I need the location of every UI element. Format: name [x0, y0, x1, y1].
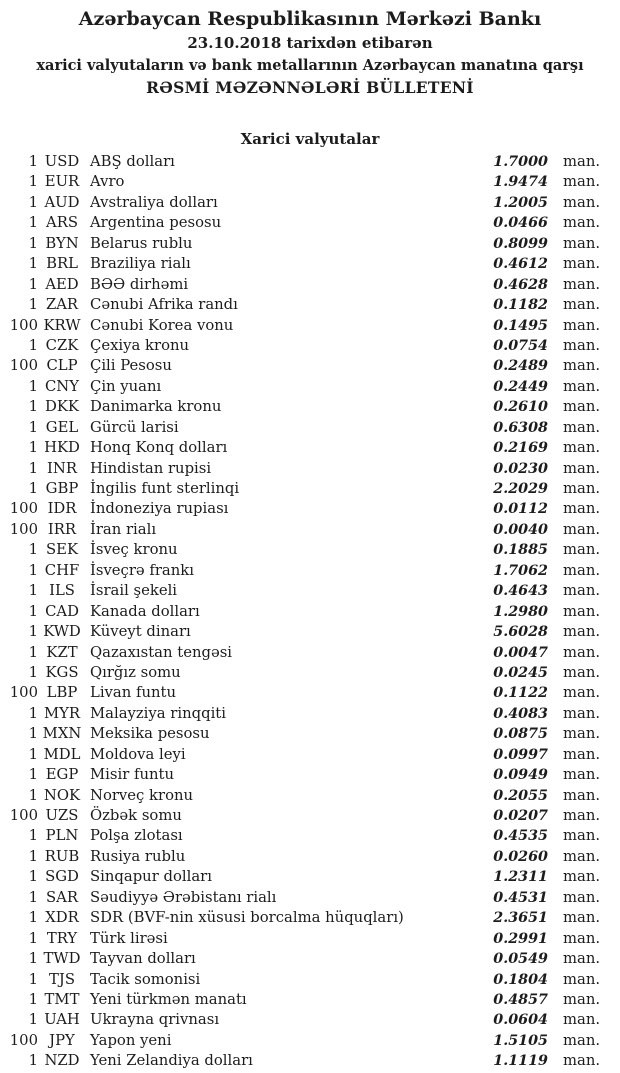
unit-cell: man. [563, 296, 601, 314]
rate-value-cell: 0.1122 [493, 685, 548, 702]
rate-value-cell: 0.0040 [493, 521, 548, 538]
rate-row [6, 765, 620, 785]
currency-code-cell: INR [47, 459, 77, 477]
currency-code-cell: BRL [46, 255, 78, 273]
currency-code-cell: CLP [46, 357, 78, 375]
rate-row [6, 786, 620, 806]
currency-name-cell: Çili Pesosu [90, 357, 172, 375]
currency-code-cell: CNY [44, 377, 80, 395]
unit-cell: man. [563, 439, 601, 457]
unit-cell: man. [563, 153, 601, 170]
quantity-cell: 1 [28, 990, 38, 1008]
unit-cell: man. [563, 357, 601, 375]
unit-cell: man. [563, 275, 601, 293]
quantity-cell: 1 [28, 623, 38, 641]
currency-name-cell: Belarus rublu [90, 234, 193, 252]
unit-cell: man. [563, 725, 601, 743]
unit-cell: man. [563, 234, 601, 252]
unit-cell: man. [563, 418, 601, 436]
unit-cell: man. [563, 623, 601, 641]
rate-row [6, 643, 620, 663]
rate-value-cell: 0.0754 [493, 337, 548, 354]
unit-cell: man. [563, 807, 601, 824]
rate-value-cell: 0.0949 [493, 767, 548, 784]
currency-code-cell: MDL [43, 745, 81, 763]
rate-row [6, 888, 620, 908]
unit-cell: man. [563, 459, 601, 477]
currency-name-cell: Ukrayna qrivnası [90, 1011, 220, 1029]
rate-value-cell: 1.7062 [493, 562, 548, 579]
quantity-cell: 1 [28, 950, 38, 968]
rate-row [6, 418, 620, 438]
rate-row [6, 745, 620, 765]
currency-name-cell: BƏƏ dirhəmi [90, 275, 189, 293]
currency-name-cell: Danimarka kronu [90, 398, 222, 416]
quantity-cell: 100 [9, 684, 38, 702]
quantity-cell: 1 [28, 480, 38, 497]
quantity-cell: 1 [28, 704, 38, 722]
rate-row [6, 152, 620, 172]
unit-cell: man. [563, 336, 601, 354]
rate-value-cell: 0.2610 [493, 399, 548, 416]
currency-code-cell: HKD [44, 439, 80, 457]
currency-code-cell: IDR [47, 500, 77, 518]
rate-row [6, 377, 620, 397]
quantity-cell: 1 [28, 561, 38, 579]
unit-cell: man. [563, 520, 601, 538]
currency-name-cell: Yeni türkmən manatı [90, 990, 247, 1008]
currency-code-cell: AED [45, 275, 79, 293]
quantity-cell: 100 [9, 520, 38, 538]
currency-code-cell: DKK [45, 398, 79, 416]
currency-name-cell: Özbək somu [90, 807, 182, 824]
currency-code-cell: LBP [46, 684, 78, 702]
rate-value-cell: 0.1804 [493, 971, 548, 988]
currency-code-cell: MYR [43, 704, 81, 722]
quantity-cell: 1 [28, 663, 38, 681]
rate-value-cell: 0.8099 [493, 235, 548, 252]
unit-cell: man. [563, 663, 601, 681]
rate-row [6, 397, 620, 417]
rate-row [6, 683, 620, 703]
rate-value-cell: 0.0245 [493, 664, 548, 681]
rate-value-cell: 1.5105 [493, 1032, 548, 1049]
unit-cell: man. [563, 909, 601, 927]
unit-cell: man. [563, 929, 601, 947]
currency-name-cell: Tayvan dolları [90, 950, 196, 968]
rate-value-cell: 0.4643 [493, 583, 548, 600]
currency-code-cell: CHF [44, 561, 80, 579]
currency-name-cell: Hindistan rupisi [90, 459, 212, 477]
quantity-cell: 1 [28, 725, 38, 743]
currency-name-cell: Qazaxıstan tengəsi [90, 643, 233, 661]
unit-cell: man. [563, 745, 601, 763]
currency-code-cell: MXN [42, 725, 82, 743]
rate-row [6, 867, 620, 887]
rate-value-cell: 0.4531 [493, 889, 548, 906]
unit-cell: man. [563, 541, 601, 559]
currency-code-cell: JPY [49, 1031, 75, 1049]
quantity-cell: 1 [28, 275, 38, 293]
unit-cell: man. [563, 602, 601, 620]
unit-cell: man. [563, 398, 601, 416]
unit-cell: man. [563, 990, 601, 1008]
unit-cell: man. [563, 827, 601, 845]
rate-value-cell: 0.0875 [493, 726, 548, 743]
rate-value-cell: 0.0466 [493, 215, 548, 232]
currency-name-cell: Polşa zlotası [90, 827, 183, 845]
quantity-cell: 1 [28, 643, 38, 661]
currency-code-cell: KZT [46, 643, 78, 661]
quantity-cell: 1 [28, 868, 38, 886]
currency-code-cell: SEK [46, 541, 78, 559]
currency-name-cell: Livan funtu [90, 684, 176, 702]
rate-row [6, 663, 620, 683]
currency-name-cell: Türk lirəsi [90, 929, 168, 947]
rate-value-cell: 0.0997 [493, 746, 548, 763]
quantity-cell: 1 [28, 888, 38, 906]
rate-row [6, 949, 620, 969]
rate-value-cell: 0.0207 [493, 808, 548, 824]
currency-code-cell: BYN [45, 234, 79, 252]
subtitle-line: xarici valyutaların və bank metallarının Azərbaycan manatına qarşı [36, 57, 584, 74]
quantity-cell: 1 [28, 336, 38, 354]
currency-code-cell: TRY [46, 929, 78, 947]
rate-row [6, 847, 620, 867]
unit-cell: man. [563, 684, 601, 702]
currency-code-cell: TMT [44, 990, 80, 1008]
currency-name-cell: İndoneziya rupiası [90, 500, 229, 518]
unit-cell: man. [563, 377, 601, 395]
currency-code-cell: KRW [43, 316, 81, 334]
quantity-cell: 1 [28, 827, 38, 845]
rate-value-cell: 2.3651 [493, 910, 548, 927]
currency-name-cell: Avro [90, 173, 125, 191]
rate-row [6, 213, 620, 233]
currency-name-cell: SDR (BVF-nin xüsusi borcalma hüquqları) [90, 909, 404, 927]
quantity-cell: 100 [9, 807, 38, 824]
rate-value-cell: 1.1119 [493, 1053, 548, 1070]
quantity-cell: 1 [28, 296, 38, 314]
quantity-cell: 1 [28, 377, 38, 395]
quantity-cell: 1 [28, 398, 38, 416]
currency-name-cell: Çin yuanı [90, 377, 162, 395]
quantity-cell: 1 [28, 541, 38, 559]
currency-name-cell: Honq Konq dolları [90, 439, 228, 457]
quantity-cell: 1 [28, 786, 38, 804]
currency-code-cell: IRR [47, 520, 77, 538]
rate-value-cell: 0.4628 [493, 276, 548, 293]
bulletin-title: RƏSMİ MƏZƏNNƏLƏRİ BÜLLETENİ [146, 78, 474, 97]
rate-value-cell: 0.0230 [493, 460, 548, 477]
currency-name-cell: Qırğız somu [90, 663, 181, 681]
rate-row [6, 622, 620, 642]
currency-code-cell: CZK [45, 336, 79, 354]
rate-row [6, 254, 620, 274]
quantity-cell: 1 [28, 193, 38, 211]
rate-value-cell: 0.2991 [493, 930, 548, 947]
currency-code-cell: PLN [45, 827, 79, 845]
unit-cell: man. [563, 786, 601, 804]
quantity-cell: 1 [28, 459, 38, 477]
quantity-cell: 1 [28, 214, 38, 232]
unit-cell: man. [563, 214, 601, 232]
rate-value-cell: 1.2311 [493, 869, 548, 886]
rate-value-cell: 1.2980 [493, 603, 548, 620]
currency-name-cell: Norveç kronu [90, 786, 194, 804]
rate-value-cell: 0.0604 [493, 1012, 548, 1029]
rate-row [6, 826, 620, 846]
currency-name-cell: ABŞ dolları [90, 153, 175, 170]
quantity-cell: 1 [28, 173, 38, 191]
rate-value-cell: 0.4857 [493, 991, 548, 1008]
rate-row [6, 295, 620, 315]
rate-row [6, 581, 620, 601]
currency-name-cell: Meksika pesosu [90, 725, 210, 743]
currency-name-cell: Misir funtu [90, 766, 174, 784]
rate-row [6, 929, 620, 949]
quantity-cell: 1 [28, 1052, 38, 1070]
currency-code-cell: RUB [44, 847, 80, 865]
rate-row [6, 172, 620, 192]
currency-name-cell: Avstraliya dolları [90, 193, 218, 211]
quantity-cell: 100 [9, 1031, 38, 1049]
quantity-cell: 1 [28, 745, 38, 763]
currency-name-cell: Cənubi Afrika randı [90, 296, 238, 314]
currency-name-cell: Cənubi Korea vonu [90, 316, 234, 334]
currency-code-cell: EGP [45, 766, 79, 784]
quantity-cell: 1 [28, 766, 38, 784]
currency-code-cell: XDR [45, 909, 79, 927]
unit-cell: man. [563, 1011, 601, 1029]
unit-cell: man. [563, 316, 601, 334]
unit-cell: man. [563, 847, 601, 865]
quantity-cell: 1 [28, 153, 38, 170]
currency-name-cell: İran rialı [90, 520, 157, 538]
unit-cell: man. [563, 193, 601, 211]
rate-value-cell: 0.0047 [493, 644, 548, 661]
bank-title: Azərbaycan Respublikasının Mərkəzi Bankı [78, 8, 542, 30]
unit-cell: man. [563, 500, 601, 518]
quantity-cell: 100 [9, 500, 38, 518]
currency-name-cell: Yeni Zelandiya dolları [90, 1052, 253, 1070]
rate-row [6, 479, 620, 499]
quantity-cell: 1 [28, 909, 38, 927]
rate-value-cell: 0.4083 [493, 705, 548, 722]
rate-row [6, 1010, 620, 1030]
unit-cell: man. [563, 582, 601, 600]
quantity-cell: 1 [28, 847, 38, 865]
rates-table [0, 152, 620, 1072]
currency-name-cell: Braziliya rialı [90, 255, 191, 273]
rate-row [6, 970, 620, 990]
rate-value-cell: 0.1182 [493, 297, 548, 314]
rate-row [6, 193, 620, 213]
unit-cell: man. [563, 704, 601, 722]
unit-cell: man. [563, 480, 601, 497]
effective-date-line: 23.10.2018 tarixdən etibarən [187, 34, 433, 52]
rate-row [6, 806, 620, 826]
quantity-cell: 1 [28, 234, 38, 252]
currency-code-cell: USD [44, 153, 80, 170]
currency-name-cell: Gürcü larisi [90, 418, 179, 436]
rate-value-cell: 1.7000 [493, 154, 548, 170]
rate-value-cell: 0.2055 [493, 787, 548, 804]
unit-cell: man. [563, 1052, 601, 1070]
rate-value-cell: 0.4535 [493, 828, 548, 845]
currency-code-cell: GBP [45, 480, 79, 497]
currency-name-cell: Tacik somonisi [90, 970, 201, 988]
quantity-cell: 1 [28, 929, 38, 947]
quantity-cell: 1 [28, 439, 38, 457]
quantity-cell: 1 [28, 970, 38, 988]
quantity-cell: 1 [28, 255, 38, 273]
currency-code-cell: AUD [44, 193, 80, 211]
currency-name-cell: Moldova leyi [90, 745, 186, 763]
rate-row [6, 1031, 620, 1051]
rate-value-cell: 0.0112 [493, 501, 548, 518]
currency-code-cell: GEL [45, 418, 79, 436]
currency-code-cell: CAD [45, 602, 79, 620]
currency-code-cell: ILS [49, 582, 75, 600]
unit-cell: man. [563, 561, 601, 579]
rate-row [6, 520, 620, 540]
rate-row [6, 602, 620, 622]
currency-name-cell: Sinqapur dolları [90, 868, 212, 886]
currency-code-cell: KWD [43, 623, 81, 641]
currency-code-cell: SGD [45, 868, 79, 886]
currency-code-cell: ZAR [45, 296, 79, 314]
rate-value-cell: 5.6028 [493, 624, 548, 641]
unit-cell: man. [563, 888, 601, 906]
currency-code-cell: KGS [45, 663, 79, 681]
currency-name-cell: Səudiyyə Ərəbistanı rialı [90, 888, 277, 906]
rate-value-cell: 2.2029 [493, 481, 548, 497]
rate-value-cell: 1.9474 [493, 174, 548, 191]
bulletin-header [0, 0, 620, 99]
rate-row [6, 990, 620, 1010]
currency-code-cell: NZD [44, 1052, 80, 1070]
rate-value-cell: 0.0260 [493, 848, 548, 865]
unit-cell: man. [563, 950, 601, 968]
currency-name-cell: İsveç kronu [90, 541, 178, 559]
rate-row [6, 234, 620, 254]
rate-row [6, 316, 620, 336]
rate-row [6, 499, 620, 519]
currency-name-cell: İsrail şekeli [90, 582, 178, 600]
currency-name-cell: Malayziya rinqqiti [90, 704, 226, 722]
rate-row [6, 356, 620, 376]
quantity-cell: 1 [28, 1011, 38, 1029]
currency-name-cell: Kanada dolları [90, 602, 200, 620]
unit-cell: man. [563, 766, 601, 784]
currency-name-cell: İsveçrə frankı [90, 561, 194, 579]
rate-value-cell: 0.1885 [493, 542, 548, 559]
currency-code-cell: TWD [43, 950, 81, 968]
unit-cell: man. [563, 643, 601, 661]
currency-name-cell: Yapon yeni [90, 1031, 172, 1049]
rate-row [6, 275, 620, 295]
rate-value-cell: 0.2489 [493, 358, 548, 375]
rate-row [6, 336, 620, 356]
rate-row [6, 724, 620, 744]
rate-row [6, 908, 620, 928]
currency-name-cell: İngilis funt sterlinqi [90, 480, 240, 497]
currency-code-cell: EUR [44, 173, 80, 191]
rate-value-cell: 1.2005 [493, 194, 548, 211]
rate-value-cell: 0.4612 [493, 256, 548, 273]
rate-row [6, 459, 620, 479]
rate-row [6, 438, 620, 458]
currency-code-cell: UZS [45, 807, 79, 824]
rate-row [6, 540, 620, 560]
currency-name-cell: Argentina pesosu [90, 214, 222, 232]
currency-code-cell: ARS [46, 214, 78, 232]
quantity-cell: 1 [28, 602, 38, 620]
section-title-foreign-currencies: Xarici valyutalar [240, 130, 380, 148]
unit-cell: man. [563, 1031, 601, 1049]
rate-value-cell: 0.6308 [493, 419, 548, 436]
rate-value-cell: 0.2449 [493, 378, 548, 395]
unit-cell: man. [563, 868, 601, 886]
currency-code-cell: UAH [44, 1011, 80, 1029]
quantity-cell: 100 [9, 357, 38, 375]
currency-name-cell: Çexiya kronu [90, 336, 190, 354]
currency-name-cell: Küveyt dinarı [90, 623, 191, 641]
rate-row [6, 704, 620, 724]
quantity-cell: 1 [28, 582, 38, 600]
rate-value-cell: 0.1495 [493, 317, 548, 334]
rate-row [6, 561, 620, 581]
unit-cell: man. [563, 970, 601, 988]
rate-row [6, 1051, 620, 1071]
unit-cell: man. [563, 173, 601, 191]
rate-value-cell: 0.2169 [493, 440, 548, 457]
unit-cell: man. [563, 255, 601, 273]
currency-name-cell: Rusiya rublu [90, 847, 186, 865]
currency-code-cell: NOK [43, 786, 81, 804]
quantity-cell: 1 [28, 418, 38, 436]
currency-code-cell: TJS [49, 970, 75, 988]
rate-value-cell: 0.0549 [493, 951, 548, 968]
quantity-cell: 100 [9, 316, 38, 334]
currency-code-cell: SAR [46, 888, 78, 906]
